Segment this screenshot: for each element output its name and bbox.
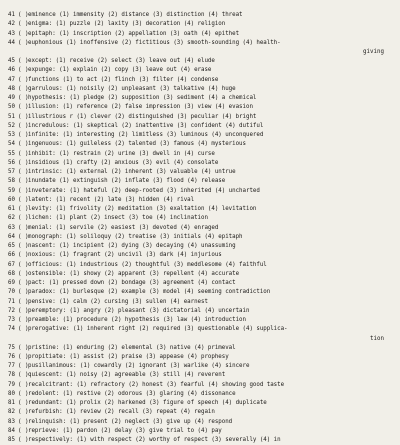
answer-blank: ( ): [15, 408, 28, 417]
question-text: noxious: (1) fragrant (2) uncivil (3) dark (4) injurious: [28, 251, 400, 260]
question-text: monograph: (1) soliloquy (2) treatise (3) initials (4) epitaph: [28, 233, 400, 242]
question-number: 54: [1, 140, 15, 149]
question-number: 82: [1, 408, 15, 417]
question-number: 43: [1, 30, 15, 39]
answer-blank: ( ): [15, 196, 28, 205]
question-row: [1, 11, 400, 20]
answer-blank: ( ): [15, 325, 28, 334]
question-number: 42: [1, 20, 15, 29]
question-number: 53: [1, 131, 15, 140]
question-block-1: [1, 11, 400, 56]
question-text: redolent: (1) restive (2) odorous (3) glaring (4) dissonance: [28, 390, 400, 399]
question-row: [1, 196, 400, 205]
answer-blank: ( ): [15, 103, 28, 112]
question-number: 64: [1, 233, 15, 242]
answer-blank: ( ): [15, 122, 28, 131]
question-text: inundate (1) extinguish (2) inflate (3) flood (4) release: [28, 177, 400, 186]
answer-blank: ( ): [15, 76, 28, 85]
question-number: 73: [1, 316, 15, 325]
answer-blank: ( ): [15, 113, 28, 122]
question-row: [1, 85, 400, 94]
question-text: prerogative: (1) inherent right (2) required (3) questionable (4) supplica-: [28, 325, 400, 334]
question-text: expunge: (1) explain (2) copy (3) leave out (4) erase: [28, 66, 400, 75]
question-number: 75: [1, 344, 15, 353]
answer-blank: ( ): [15, 66, 28, 75]
question-number: 74: [1, 325, 15, 334]
question-row: [1, 224, 400, 233]
question-row: [1, 159, 400, 168]
question-number: 61: [1, 205, 15, 214]
question-number: 46: [1, 66, 15, 75]
answer-blank: ( ): [15, 168, 28, 177]
question-text: ostensible: (1) showy (2) apparent (3) repellent (4) accurate: [28, 270, 400, 279]
question-text: relinquish: (1) present (2) neglect (3) give up (4) respond: [28, 418, 400, 427]
question-row: [1, 418, 400, 427]
question-number: 81: [1, 399, 15, 408]
question-text: preamble: (1) procedure (2) hypothesis (3) law (4) introduction: [28, 316, 400, 325]
question-number: 69: [1, 279, 15, 288]
question-text: inhibit: (1) restrain (2) urine (3) dwell in (4) curse: [28, 150, 400, 159]
question-row: [1, 408, 400, 417]
question-text: latent: (1) recent (2) late (3) hidden (4) rival: [28, 196, 400, 205]
question-row: [1, 390, 400, 399]
question-number: 48: [1, 85, 15, 94]
question-number: 65: [1, 242, 15, 251]
question-text: infinite: (1) interesting (2) limitless (3) luminous (4) unconquered: [28, 131, 400, 140]
question-row: [1, 325, 400, 334]
question-text: menial: (1) servile (2) easiest (3) devoted (4) enraged: [28, 224, 400, 233]
question-text: refurbish: (1) review (2) recall (3) repeat (4) regain: [28, 408, 400, 417]
continuation-text: tion: [1, 335, 400, 343]
question-row: [1, 399, 400, 408]
question-text: except: (1) receive (2) select (3) leave out (4) elude: [28, 57, 400, 66]
question-number: 60: [1, 196, 15, 205]
question-row: [1, 362, 400, 371]
answer-blank: ( ): [15, 57, 28, 66]
question-text: euphonious (1) inoffensive (2) fictitious (3) smooth-sounding (4) health-: [28, 39, 400, 48]
question-number: 70: [1, 288, 15, 297]
answer-blank: ( ): [15, 270, 28, 279]
question-text: epitaph: (1) inscription (2) appellation (3) oath (4) epithet: [28, 30, 400, 39]
question-row: [1, 233, 400, 242]
answer-blank: ( ): [15, 242, 28, 251]
answer-blank: ( ): [15, 298, 28, 307]
question-text: pact: (1) pressed down (2) bondage (3) agreement (4) contact: [28, 279, 400, 288]
question-row: [1, 122, 400, 131]
question-row: [1, 270, 400, 279]
question-number: 78: [1, 371, 15, 380]
answer-blank: ( ): [15, 94, 28, 103]
question-text: pensive: (1) calm (2) cursing (3) sullen (4) earnest: [28, 298, 400, 307]
question-row: [1, 214, 400, 223]
question-row: [1, 57, 400, 66]
answer-blank: ( ): [15, 261, 28, 270]
question-text: respectively: (1) with respect (2) worthy of respect (3) severally (4) in: [28, 436, 400, 445]
question-text: lichen: (1) plant (2) insect (3) toe (4) inclination: [28, 214, 400, 223]
answer-blank: ( ): [15, 436, 28, 445]
question-row: [1, 76, 400, 85]
question-text: ingenuous: (1) guileless (2) talented (3) famous (4) mysterious: [28, 140, 400, 149]
question-row: [1, 39, 400, 48]
question-number: 66: [1, 251, 15, 260]
question-row: [1, 66, 400, 75]
question-number: 59: [1, 187, 15, 196]
answer-blank: ( ): [15, 11, 28, 20]
question-number: 55: [1, 150, 15, 159]
question-number: 84: [1, 427, 15, 436]
question-number: 77: [1, 362, 15, 371]
question-text: reprieve: (1) pardon (2) delay (3) give trial to (4) pay: [28, 427, 400, 436]
question-text: enigma: (1) puzzle (2) laxity (3) decoration (4) religion: [28, 20, 400, 29]
answer-blank: ( ): [15, 224, 28, 233]
question-number: 50: [1, 103, 15, 112]
question-number: 41: [1, 11, 15, 20]
question-row: [1, 288, 400, 297]
question-number: 51: [1, 113, 15, 122]
question-text: illustrious r (1) clever (2) distinguished (3) peculiar (4) bright: [28, 113, 400, 122]
question-row: [1, 279, 400, 288]
question-row: [1, 131, 400, 140]
question-number: 76: [1, 353, 15, 362]
question-number: 67: [1, 261, 15, 270]
question-number: 52: [1, 122, 15, 131]
question-row: [1, 353, 400, 362]
question-text: insidious (1) crafty (2) anxious (3) evil (4) consolate: [28, 159, 400, 168]
answer-blank: ( ): [15, 288, 28, 297]
question-number: 80: [1, 390, 15, 399]
answer-blank: ( ): [15, 353, 28, 362]
answer-blank: ( ): [15, 381, 28, 390]
question-text: quiescent: (1) noisy (2) agreeable (3) still (4) reverent: [28, 371, 400, 380]
question-row: [1, 371, 400, 380]
question-row: [1, 298, 400, 307]
answer-blank: ( ): [15, 20, 28, 29]
question-text: pristine: (1) enduring (2) elemental (3) native (4) primeval: [28, 344, 400, 353]
question-text: paradox: (1) burlesque (2) example (3) model (4) seeming contradiction: [28, 288, 400, 297]
question-text: inveterate: (1) hateful (2) deep-rooted (3) inherited (4) uncharted: [28, 187, 400, 196]
answer-blank: ( ): [15, 177, 28, 186]
answer-blank: ( ): [15, 307, 28, 316]
question-number: 47: [1, 76, 15, 85]
answer-blank: ( ): [15, 279, 28, 288]
question-row: [1, 94, 400, 103]
question-number: 72: [1, 307, 15, 316]
question-number: 49: [1, 94, 15, 103]
question-text: officious: (1) industrious (2) thoughtful (3) meddlesome (4) faithful: [28, 261, 400, 270]
question-text: illusion: (1) reference (2) false impression (3) view (4) evasion: [28, 103, 400, 112]
question-number: 68: [1, 270, 15, 279]
answer-blank: ( ): [15, 362, 28, 371]
answer-blank: ( ): [15, 30, 28, 39]
answer-blank: ( ): [15, 205, 28, 214]
question-row: [1, 436, 400, 445]
answer-blank: ( ): [15, 418, 28, 427]
question-number: 83: [1, 418, 15, 427]
answer-blank: ( ): [15, 390, 28, 399]
question-number: 57: [1, 168, 15, 177]
answer-blank: ( ): [15, 399, 28, 408]
question-text: incredulous: (1) skeptical (2) inattentive (3) confident (4) dutiful: [28, 122, 400, 131]
question-text: propitiate: (1) assist (2) praise (3) appease (4) prophesy: [28, 353, 400, 362]
answer-blank: ( ): [15, 39, 28, 48]
question-text: intrinsic: (1) external (2) inherent (3) valuable (4) untrue: [28, 168, 400, 177]
question-number: 62: [1, 214, 15, 223]
question-text: peremptory: (1) angry (2) pleasant (3) dictatorial (4) uncertain: [28, 307, 400, 316]
question-row: [1, 427, 400, 436]
answer-blank: ( ): [15, 150, 28, 159]
answer-blank: ( ): [15, 316, 28, 325]
question-text: pusillanimous: (1) cowardly (2) ignorant (3) warlike (4) sincere: [28, 362, 400, 371]
question-row: [1, 242, 400, 251]
question-row: [1, 150, 400, 159]
continuation-text: giving: [1, 48, 400, 56]
question-row: [1, 261, 400, 270]
question-block-2: [1, 57, 400, 343]
question-row: [1, 177, 400, 186]
answer-blank: ( ): [15, 251, 28, 260]
question-row: [1, 344, 400, 353]
question-row: [1, 30, 400, 39]
question-number: 85: [1, 436, 15, 445]
answer-blank: ( ): [15, 214, 28, 223]
question-number: 58: [1, 177, 15, 186]
answer-blank: ( ): [15, 344, 28, 353]
question-row: [1, 251, 400, 260]
answer-blank: ( ): [15, 85, 28, 94]
question-row: [1, 113, 400, 122]
question-row: [1, 20, 400, 29]
answer-blank: ( ): [15, 371, 28, 380]
question-text: redundant: (1) prolix (2) harkened (3) figure of speech (4) duplicate: [28, 399, 400, 408]
question-number: 79: [1, 381, 15, 390]
question-row: [1, 205, 400, 214]
question-row: [1, 316, 400, 325]
question-number: 56: [1, 159, 15, 168]
question-text: levity: (1) frivolity (2) meditation (3) exaltation (4) levitation: [28, 205, 400, 214]
question-text: recalcitrant: (1) refractory (2) honest (3) fearful (4) showing good taste: [28, 381, 400, 390]
question-text: nascent: (1) incipient (2) dying (3) decaying (4) unassuming: [28, 242, 400, 251]
question-row: [1, 103, 400, 112]
question-text: garrulous: (1) noisily (2) unpleasant (3) talkative (4) huge: [28, 85, 400, 94]
question-number: 71: [1, 298, 15, 307]
question-row: [1, 140, 400, 149]
question-text: hypothesis: (1) pledge (2) supposition (3) sediment (4) a chemical: [28, 94, 400, 103]
answer-blank: ( ): [15, 233, 28, 242]
answer-blank: ( ): [15, 140, 28, 149]
question-number: 45: [1, 57, 15, 66]
question-row: [1, 168, 400, 177]
answer-blank: ( ): [15, 131, 28, 140]
question-row: [1, 187, 400, 196]
question-text: eminence (1) immensity (2) distance (3) distinction (4) threat: [28, 11, 400, 20]
answer-blank: ( ): [15, 159, 28, 168]
question-block-3: [1, 344, 400, 445]
question-row: [1, 381, 400, 390]
question-number: 63: [1, 224, 15, 233]
question-text: functions (1) to act (2) flinch (3) filter (4) condense: [28, 76, 400, 85]
answer-blank: ( ): [15, 187, 28, 196]
question-number: 44: [1, 39, 15, 48]
answer-blank: ( ): [15, 427, 28, 436]
question-row: [1, 307, 400, 316]
